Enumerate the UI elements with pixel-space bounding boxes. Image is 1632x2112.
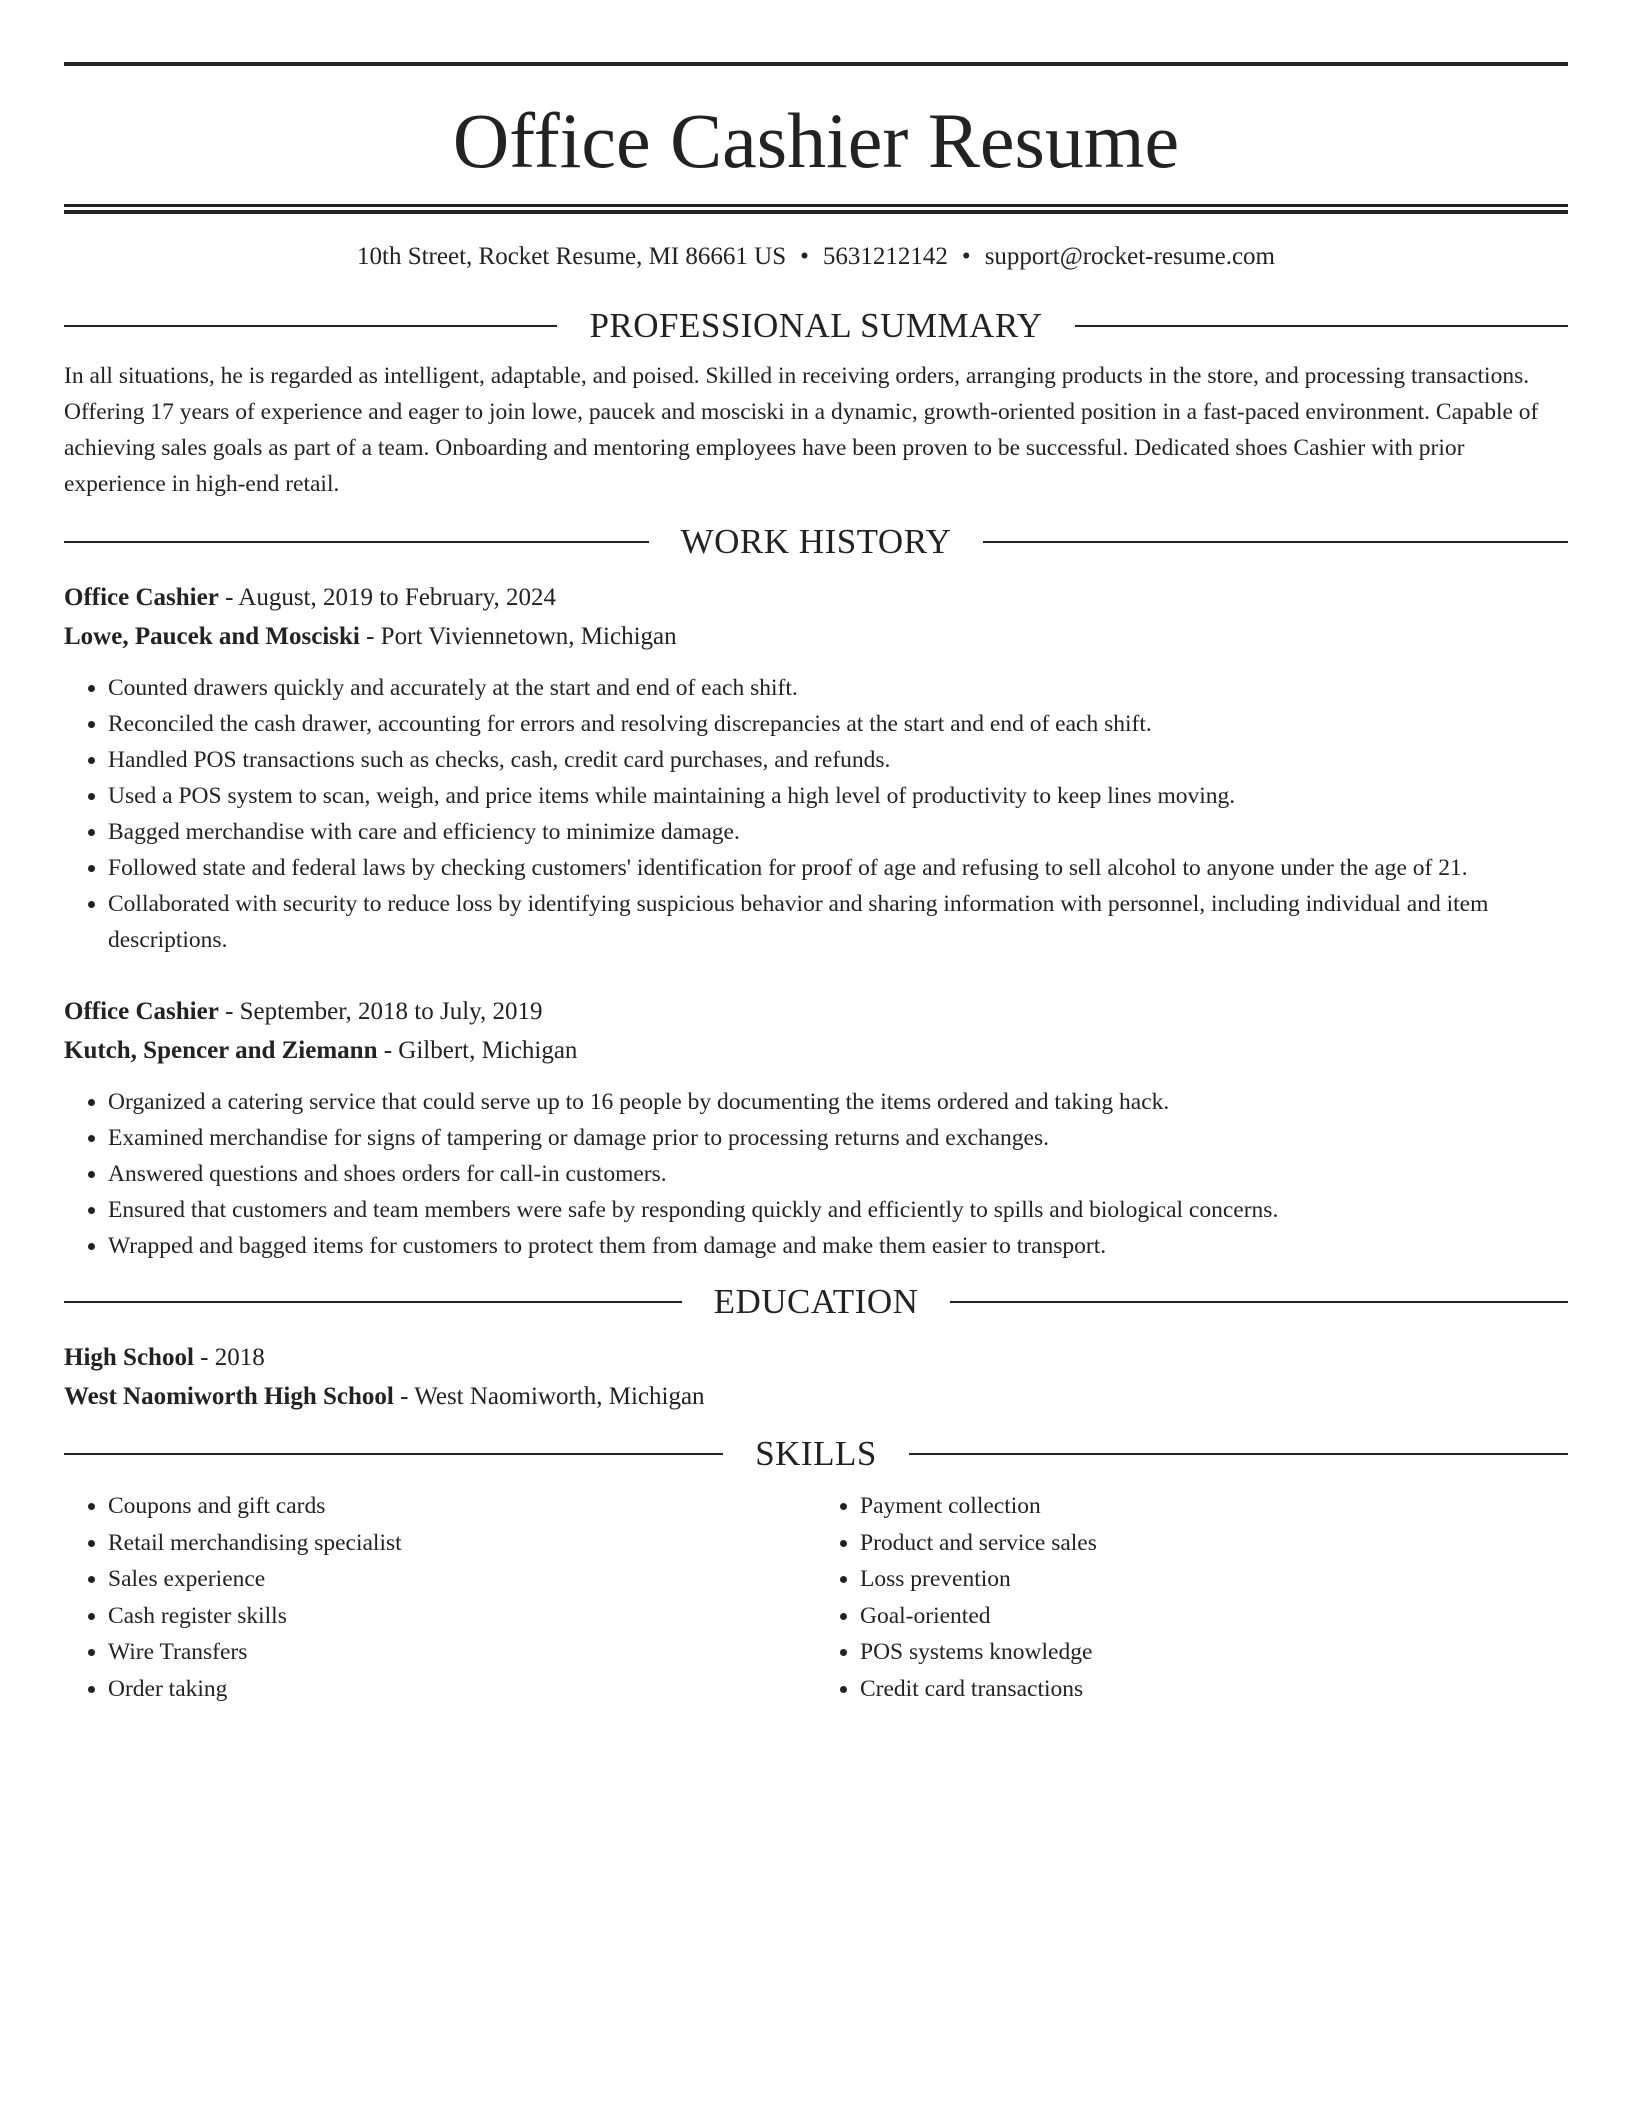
top-rule xyxy=(64,62,1568,66)
list-item: • POS systems knowledge xyxy=(860,1634,1568,1671)
summary-heading-label: PROFESSIONAL SUMMARY xyxy=(589,306,1043,345)
job-bullets xyxy=(64,1084,1568,1264)
job-location: - Gilbert, Michigan xyxy=(377,1037,578,1064)
list-item: • Wrapped and bagged items for customers to protect them from damage and make them easier to transport. xyxy=(108,1228,1568,1264)
list-item: • Answered questions and shoes orders for call-in customers. xyxy=(108,1156,1568,1192)
skills-column-left xyxy=(64,1488,816,1707)
heading-rule xyxy=(1075,325,1568,327)
heading-rule xyxy=(64,325,557,327)
education-school-line xyxy=(64,1377,1568,1416)
list-item: • Wire Transfers xyxy=(108,1634,816,1671)
job-company: Lowe, Paucek and Mosciski xyxy=(64,623,360,650)
education-heading-label: EDUCATION xyxy=(713,1282,919,1321)
list-item: • Goal-oriented xyxy=(860,1598,1568,1635)
skills-heading-label: SKILLS xyxy=(755,1434,877,1473)
job-entry xyxy=(64,578,1568,958)
skills-column-right xyxy=(816,1488,1568,1707)
list-item: • Cash register skills xyxy=(108,1598,816,1635)
job-company-line xyxy=(64,1031,1568,1070)
list-item: • Order taking xyxy=(108,1671,816,1708)
job-bullets xyxy=(64,670,1568,958)
summary-heading xyxy=(64,304,1568,348)
skills-list xyxy=(64,1488,1568,1707)
resume-title: Office Cashier Resume xyxy=(452,97,1180,184)
list-item: • Counted drawers quickly and accurately at the start and end of each shift. xyxy=(108,670,1568,706)
job-entry xyxy=(64,992,1568,1264)
list-item: • Ensured that customers and team members were safe by responding quickly and efficiently to spills and biological concerns. xyxy=(108,1192,1568,1228)
job-title: Office Cashier xyxy=(64,998,219,1025)
list-item: • Coupons and gift cards xyxy=(108,1488,816,1525)
work-history-heading xyxy=(64,520,1568,564)
heading-rule xyxy=(950,1301,1568,1303)
education-school: West Naomiworth High School xyxy=(64,1383,394,1410)
education-degree: High School xyxy=(64,1344,194,1371)
heading-rule xyxy=(983,541,1568,543)
education-year: - 2018 xyxy=(193,1344,265,1371)
heading-rule xyxy=(64,1301,682,1303)
heading-rule xyxy=(64,541,649,543)
title-double-rule xyxy=(64,204,1568,214)
job-title-line xyxy=(64,578,1568,617)
list-item: • Bagged merchandise with care and efficiency to minimize damage. xyxy=(108,814,1568,850)
list-item: • Handled POS transactions such as checks, cash, credit card purchases, and refunds. xyxy=(108,742,1568,778)
job-dates: - August, 2019 to February, 2024 xyxy=(218,584,557,611)
list-item: • Retail merchandising specialist xyxy=(108,1525,816,1562)
work-history-heading-label: WORK HISTORY xyxy=(680,522,952,561)
job-company: Kutch, Spencer and Ziemann xyxy=(64,1037,378,1064)
summary-text: In all situations, he is regarded as intelligent, adaptable, and poised. Skilled in receiving orders, arranging products in the store, and processing transactions. Offering 17 years of experience and eager to join lowe, paucek and mosciski in a dynamic, growth-oriented position in a fast-paced environment. Capable of achieving sales goals as part of a team. Onboarding and mentoring employees have been proven to be successful. Dedicated shoes Cashier with prior experience in high-end retail. xyxy=(64,363,1539,497)
list-item: • Collaborated with security to reduce loss by identifying suspicious behavior and sharing information with personnel, including individual and item descriptions. xyxy=(108,886,1568,958)
skills-heading xyxy=(64,1432,1568,1476)
job-title-line xyxy=(64,992,1568,1031)
list-item: • Reconciled the cash drawer, accounting for errors and resolving discrepancies at the start and end of each shift. xyxy=(108,706,1568,742)
contact-address: 10th Street, Rocket Resume, MI 86661 US xyxy=(357,243,787,270)
job-dates: - September, 2018 to July, 2019 xyxy=(218,998,543,1025)
education-entry xyxy=(64,1338,1568,1416)
list-item: • Credit card transactions xyxy=(860,1671,1568,1708)
education-heading xyxy=(64,1280,1568,1324)
list-item: • Followed state and federal laws by checking customers' identification for proof of age and refusing to sell alcohol to anyone under the age of 21. xyxy=(108,850,1568,886)
education-location: - West Naomiworth, Michigan xyxy=(393,1383,705,1410)
list-item: • Used a POS system to scan, weigh, and price items while maintaining a high level of productivity to keep lines moving. xyxy=(108,778,1568,814)
contact-separator: • xyxy=(961,243,971,270)
list-item: • Sales experience xyxy=(108,1561,816,1598)
contact-phone: 5631212142 xyxy=(822,243,948,270)
list-item: • Organized a catering service that could serve up to 16 people by documenting the items ordered and taking hack. xyxy=(108,1084,1568,1120)
list-item: • Loss prevention xyxy=(860,1561,1568,1598)
education-degree-line xyxy=(64,1338,1568,1377)
list-item: • Payment collection xyxy=(860,1488,1568,1525)
job-company-line xyxy=(64,617,1568,656)
job-title: Office Cashier xyxy=(64,584,219,611)
heading-rule xyxy=(909,1453,1568,1455)
contact-separator: • xyxy=(800,243,809,270)
list-item: • Product and service sales xyxy=(860,1525,1568,1562)
job-location: - Port Viviennetown, Michigan xyxy=(359,623,677,650)
heading-rule xyxy=(64,1453,723,1455)
list-item: • Examined merchandise for signs of tampering or damage prior to processing returns and exchanges. xyxy=(108,1120,1568,1156)
contact-email: support@rocket-resume.com xyxy=(984,243,1275,270)
contact-line xyxy=(64,240,1568,274)
